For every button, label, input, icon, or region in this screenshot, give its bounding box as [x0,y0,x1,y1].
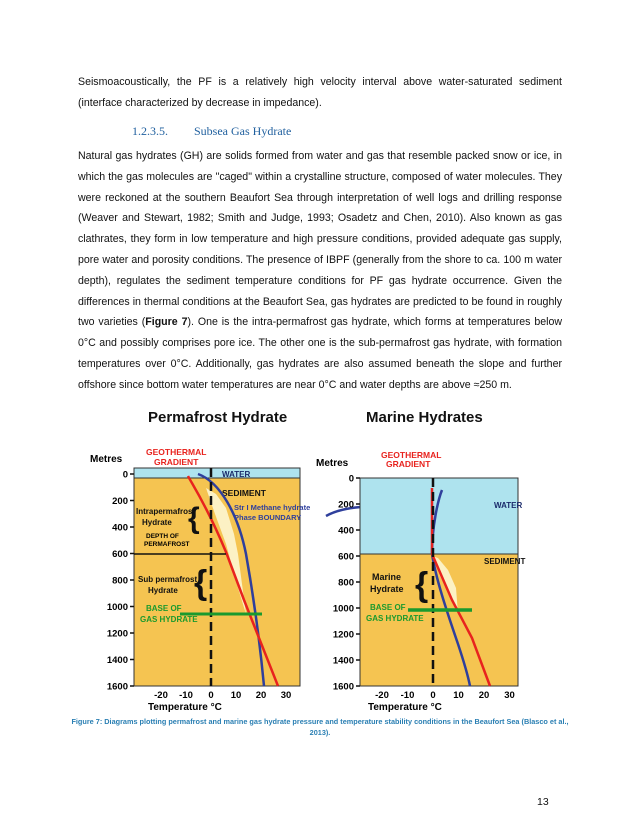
left-y-ticks [107,470,134,693]
left-x-tick-label: -10 [179,690,193,701]
right-y-tick-label: 1600 [332,681,354,693]
left-x-tick-label: 20 [255,690,267,701]
paragraph-1: Seismoacoustically, the PF is a relatively high velocity interval above water-saturated sediment (interface characterized by decrease in impedance). [78,76,562,109]
left-title: Permafrost Hydrate [148,409,288,426]
right-y-tick-label: 600 [338,551,354,563]
right-y-tick-label: 1200 [332,629,354,641]
right-y-tick-label: 400 [338,525,354,537]
left-phase-label-2: Phase BOUNDARY [234,513,302,522]
left-y-tick-label: 1600 [106,681,128,693]
right-x-tick-label: 0 [430,690,436,701]
left-sub-brace: { [194,564,208,602]
right-y-tick-label: 0 [348,473,354,485]
figure-reference: Figure 7 [145,316,188,329]
left-geotherm-label-2: GRADIENT [154,457,199,467]
right-y-tick-label: 1400 [332,655,354,667]
left-x-tick-label: 0 [208,690,214,701]
left-x-tick-label: -20 [154,690,168,701]
right-base-label-2: GAS HYDRATE [366,614,424,623]
right-y-tick-label: 200 [338,499,354,511]
left-intra-label-1: Intrapermafrost [136,507,196,516]
right-geotherm-label-2: GRADIENT [386,459,431,469]
right-marine-label-1: Marine [372,572,402,582]
right-x-tick-label: 10 [453,690,464,701]
right-base-label-1: BASE OF [370,603,406,612]
left-base-label-2: GAS HYDRATE [140,615,198,624]
left-phase-label-1: Str I Methane hydrate [234,503,311,512]
section-title: Subsea Gas Hydrate [194,124,292,138]
left-y-tick-label: 400 [112,522,128,534]
left-y-tick-label: 1400 [106,655,128,666]
right-water-label: WATER [494,501,523,510]
right-y-label: Metres [316,458,349,469]
hydrate-figure [88,404,540,712]
left-water-layer [134,468,300,478]
left-y-tick-label: 200 [112,496,128,507]
left-y-tick-label: 1200 [106,628,128,640]
left-sub-label-1: Sub permafrost [138,575,198,584]
left-intra-brace: { [188,502,200,535]
right-water-layer [360,478,518,554]
left-depth-label-1: DEPTH OF [146,533,179,540]
left-water-label: WATER [222,470,251,479]
right-title: Marine Hydrates [366,409,483,426]
left-y-tick-label: 1000 [106,602,128,613]
left-sub-label-2: Hydrate [148,586,178,595]
right-x-tick-label: 20 [478,690,490,701]
right-x-tick-label: -20 [375,690,389,701]
left-y-label: Metres [90,454,123,465]
right-x-tick-label: 30 [504,690,515,701]
right-panel [316,409,525,712]
right-sediment-label: SEDIMENT [484,557,526,566]
left-y-tick-label: 600 [112,549,128,560]
left-x-tick-label: 30 [280,690,292,701]
left-x-ticks [154,690,291,701]
left-geotherm-label-1: GEOTHERMAL [146,447,207,457]
left-y-tick-label: 0 [122,469,128,481]
left-y-tick-label: 800 [112,575,128,587]
left-intra-label-2: Hydrate [142,518,172,527]
section-number: 1.2.3.5. [132,124,168,138]
right-x-label: Temperature °C [368,702,442,712]
figure-caption: Figure 7: Diagrams plotting permafrost and marine gas hydrate pressure and temperature stability conditions in the Beaufort Sea (Blasco et al., 2013). [71,717,569,737]
page-number: 13 [537,796,549,808]
right-y-tick-label: 800 [338,577,354,589]
left-base-label-1: BASE OF [146,604,182,613]
left-x-label: Temperature °C [148,702,222,712]
right-x-ticks [375,690,515,701]
paragraph-2-text-b: ). One is the intra-permafrost gas hydrate, which forms at temperatures below 0°C and possibly comprises pore ice. The other one is the sub-permafrost gas hydrate, with formation temperatures over 0°C. Additionally, gas hydrates are also assumed beneath the slope and further offshore since bottom water temperatures are near 0°C and water depths are above ≈250 m. [78,316,562,391]
right-y-tick-label: 1000 [332,603,354,615]
left-sediment-label: SEDIMENT [222,488,266,498]
paragraph-2-text-a: Natural gas hydrates (GH) are solids formed from water and gas that resemble packed snow or ice, in which the gas molecules are "caged" within a crystalline structure, composed of water molecules. They were reckoned at the southern Beaufort Sea through interpretation of well logs and drilling response (Weaver and Stewart, 1982; Smith and Judge, 1993; Osadetz and Chen, 2010). Also known as gas clathrates, they form in low temperature and high pressure conditions, provided adequate gas supply, pore water and porosity conditions. The presence of IBPF (generally from the shore to ca. 100 m water depth), regulates the sediment temperature conditions for PF gas hydrate occurrence. Given the differences in thermal conditions at the Beaufort Sea, gas hydrates are predicted to be found in roughly two varieties ( [78,150,562,329]
paragraph-2 [78,146,562,396]
left-x-tick-label: 10 [230,690,242,701]
right-x-tick-label: -10 [400,690,415,701]
section-heading [132,124,291,139]
left-depth-label-2: PERMAFROST [144,541,190,548]
right-geotherm-label-1: GEOTHERMAL [381,450,442,460]
right-marine-brace: { [415,566,429,604]
right-marine-label-2: Hydrate [370,584,404,594]
